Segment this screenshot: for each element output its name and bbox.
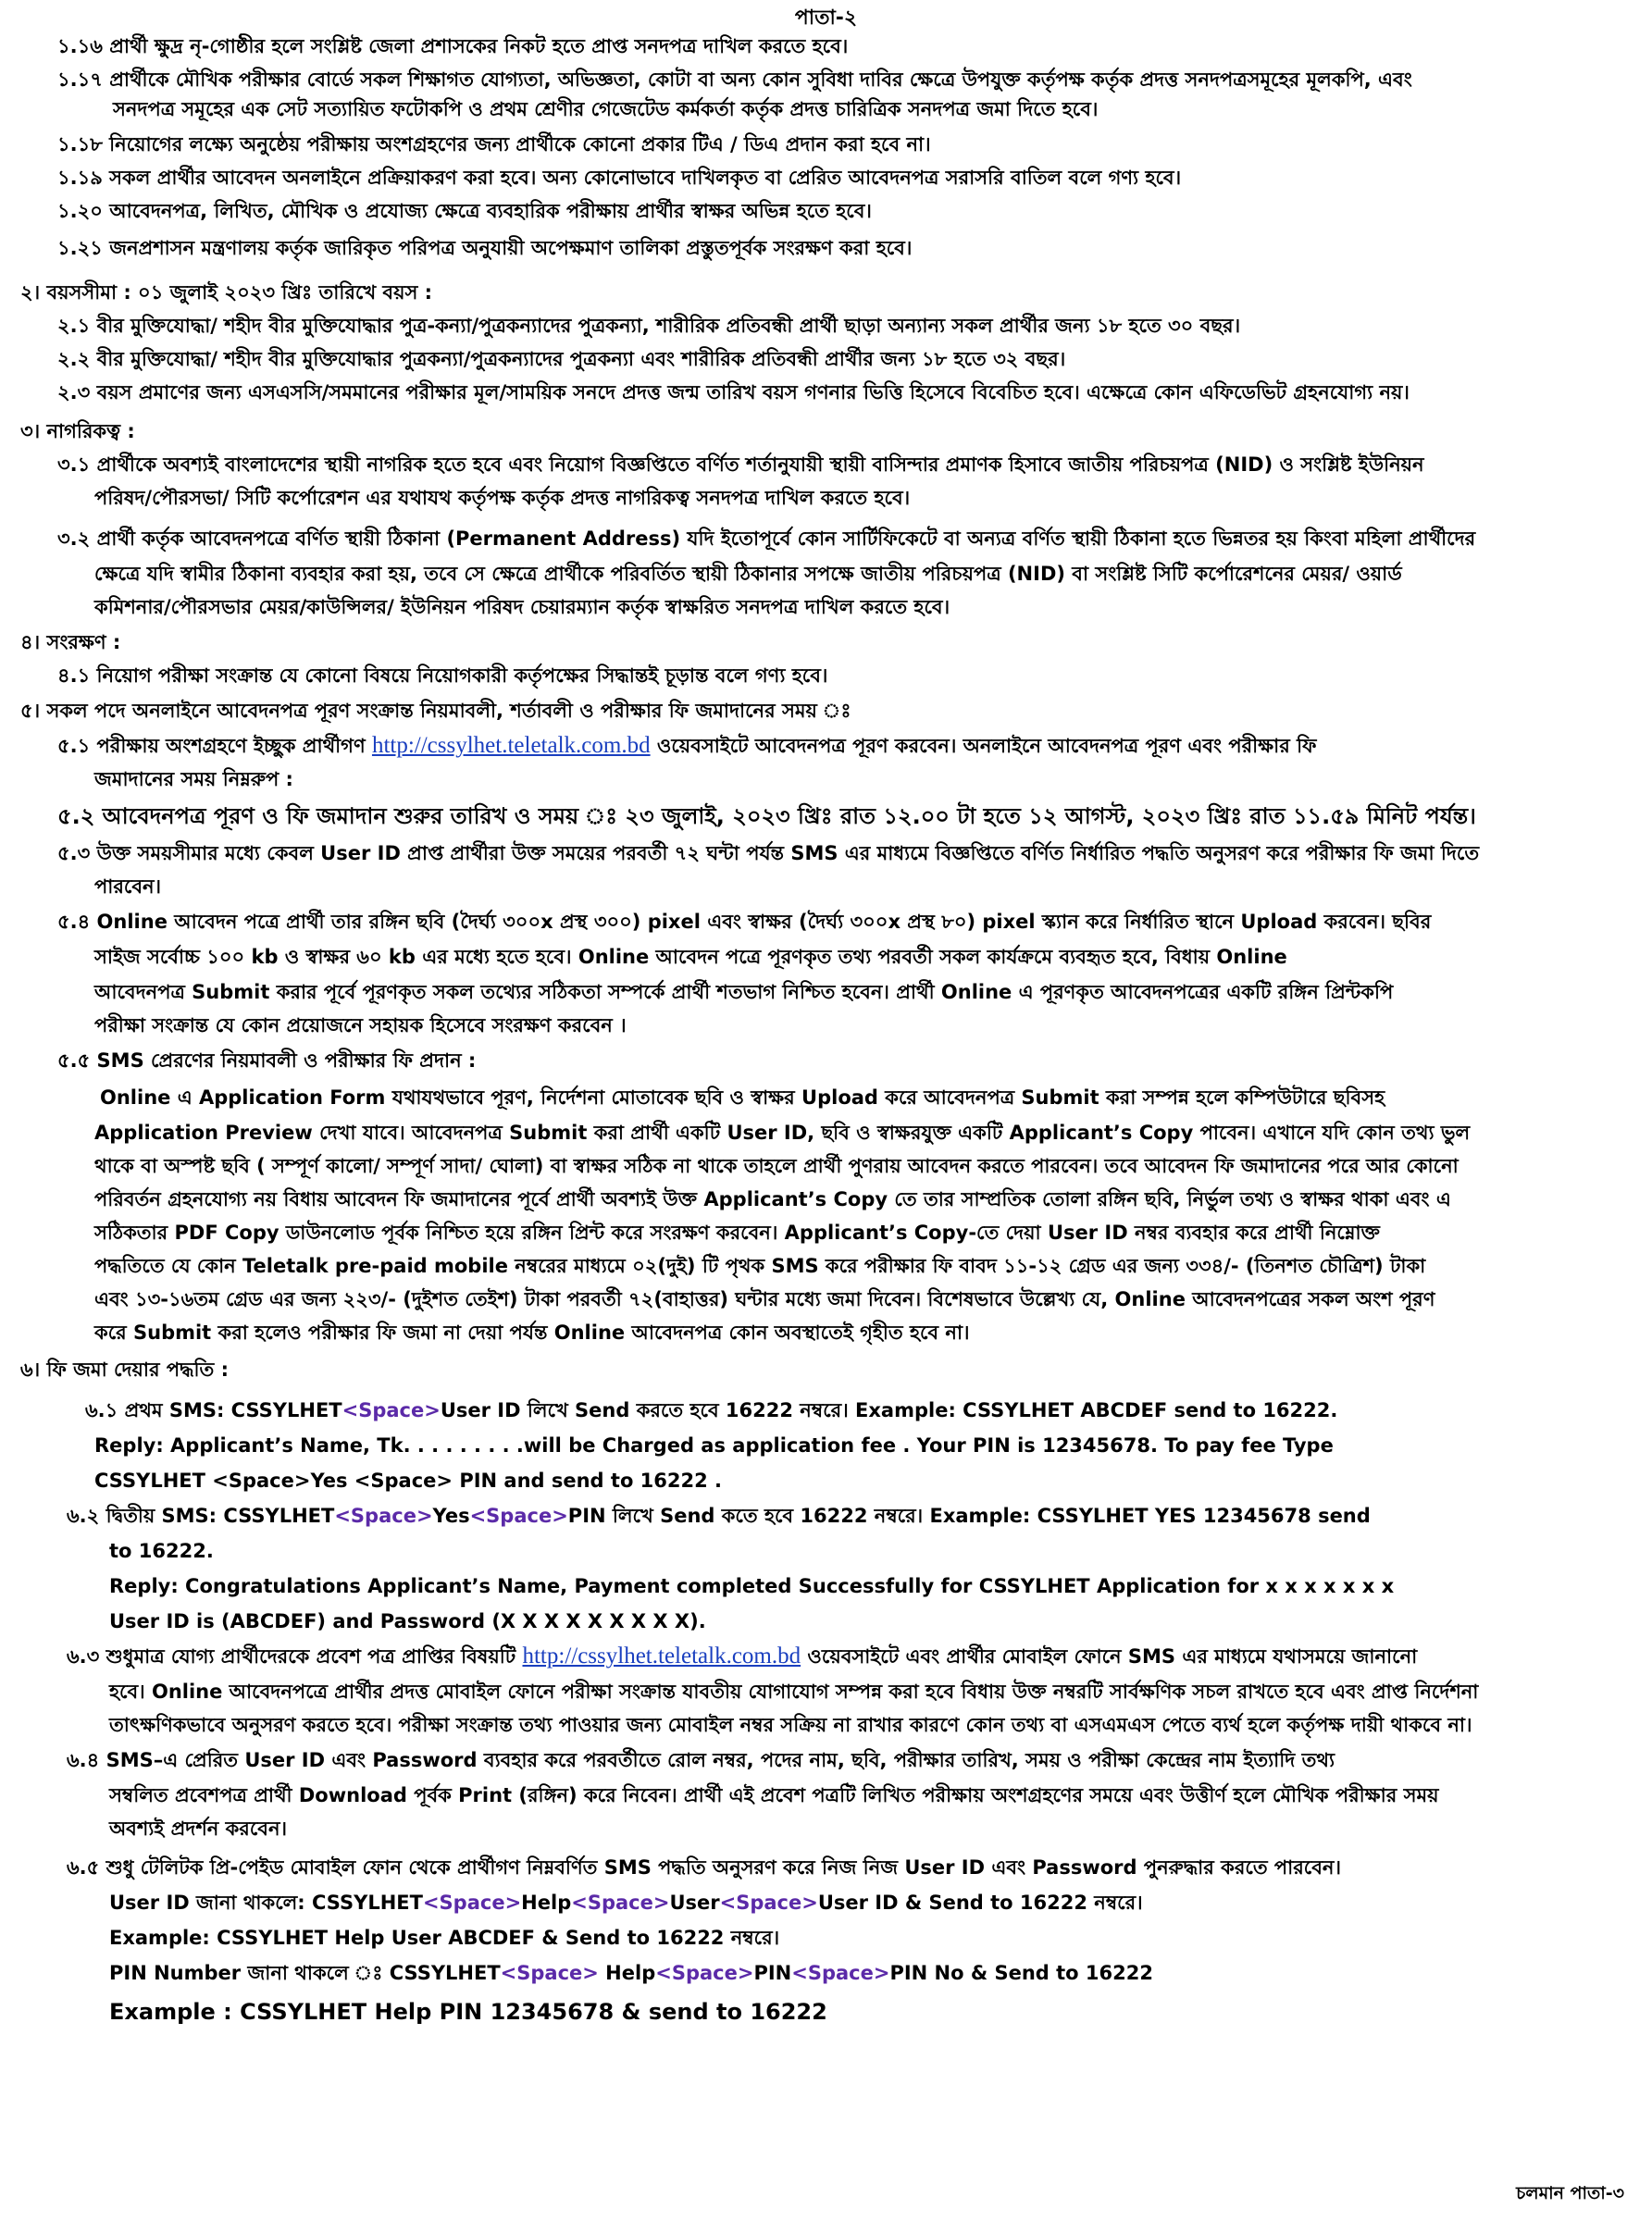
user-id-prefix: User ID জানা থাকলে: CSSYLHET <box>109 1892 423 1914</box>
clause-6-3-line-3: তাৎক্ষণিকভাবে অনুসরণ করতে হবে। পরীক্ষা সংক্রান্ত তথ্য পাওয়ার জন্য মোবাইল নম্বর সক্রিয় না রাখার কারণে কোন তথ্য বা এসএমএস পেতে ব্যর্থ হলে কর্তৃপক্ষ দায়ী থাকবে না। <box>109 1714 1472 1736</box>
space-token: <Space> <box>334 1505 433 1527</box>
user-word: User <box>669 1892 720 1914</box>
space-token: <Space> <box>571 1892 670 1914</box>
clause-5-1-line-1 <box>57 733 1316 759</box>
clause-1-16: ১.১৬ প্রার্থী ক্ষুদ্র নৃ-গোষ্ঠীর হলে সংশ্লিষ্ট জেলা প্রশাসকের নিকট হতে প্রাপ্ত সনদপত্র দাখিল করতে হবে। <box>57 35 849 57</box>
clause-6-1-prefix: ৬.১ প্রথম SMS: CSSYLHET <box>85 1399 342 1421</box>
clause-1-19: ১.১৯ সকল প্রার্থীর আবেদন অনলাইনে প্রক্রিয়াকরণ করা হবে। অন্য কোনোভাবে দাখিলকৃত বা প্রেরিত আবেদনপত্র সরাসরি বাতিল বলে গণ্য হবে। <box>57 167 1182 189</box>
clause-5-5-line-5: সঠিকতার PDF Copy ডাউনলোড পূর্বক নিশ্চিত হয়ে রঙ্গিন প্রিন্ট করে সংরক্ষণ করবেন। Applicant’s Copy-তে দেয়া User ID নম্বর ব্যবহার করে প্রার্থী নিম্নোক্ত <box>94 1222 1380 1244</box>
clause-6-2-suffix: PIN লিখে Send কতে হবে 16222 নম্বরে। Example: CSSYLHET YES 12345678 send <box>567 1505 1371 1527</box>
clause-5-5-line-7: এবং ১৩-১৬তম গ্রেড এর জন্য ২২৩/- (দুইশত তেইশ) টাকা পরবর্তী ৭২(বাহাত্তর) ঘন্টার মধ্যে জমা দিবেন। বিশেষভাবে উল্লেখ্য যে, Online আবেদনপত্রের সকল অংশ পূরণ <box>94 1288 1435 1310</box>
clause-5-4-line-2: সাইজ সর্বোচ্চ ১০০ kb ও স্বাক্ষর ৬০ kb এর মধ্যে হতে হবে। Online আবেদন পত্রে পূরণকৃত তথ্য পরবর্তী সকল কার্যক্রমে ব্যবহৃত হবে, বিধায় Online <box>94 946 1287 968</box>
pin-word: PIN <box>753 1962 792 1984</box>
section-5-heading: ৫। সকল পদে অনলাইনে আবেদনপত্র পূরণ সংক্রান্ত নিয়মাবলী, শর্তাবলী ও পরীক্ষার ফি জমাদানের সময় ঃ <box>20 700 851 722</box>
clause-5-5-line-4: পরিবর্তন গ্রহনযোগ্য নয় বিধায় আবেদন ফি জমাদানের পূর্বে প্রার্থী অবশ্যই উক্ত Applicant’s Copy তে তার সাম্প্রতিক তোলা রঙ্গিন ছবি, নির্ভুল তথ্য ও স্বাক্ষর থাকা এবং এ <box>94 1188 1451 1210</box>
clause-5-5-line-2: Application Preview দেখা যাবে। আবেদনপত্র Submit করা প্রার্থী একটি User ID, ছবি ও স্বাক্ষরযুক্ত একটি Applicant’s Copy পাবেন। এখানে যদি কোন তথ্য ভুল <box>94 1122 1471 1144</box>
clause-6-5-pin <box>109 1960 1153 1986</box>
clause-6-4-line-2: সম্বলিত প্রবেশপত্র প্রার্থী Download পূর্বক Print (রঙ্গিন) করে নিবেন। প্রার্থী এই প্রবেশ পত্রটি লিখিত পরীক্ষায় অংশগ্রহণের সময়ে এবং উত্তীর্ণ হলে মৌখিক পরীক্ষার সময় <box>109 1784 1439 1806</box>
clause-6-2 <box>67 1503 1371 1529</box>
page-header: পাতা-২ <box>794 6 858 30</box>
clause-6-2-line-2: to 16222. <box>109 1540 214 1562</box>
clause-2-3: ২.৩ বয়স প্রমাণের জন্য এসএসসি/সমমানের পরীক্ষার মূল/সাময়িক সনদে প্রদত্ত জন্ম তারিখ বয়স গণনার ভিত্তি হিসেবে বিবেচিত হবে। এক্ষেত্রে কোন এফিডেভিট গ্রহনযোগ্য নয়। <box>57 381 1410 403</box>
help-word: Help <box>598 1962 656 1984</box>
space-token: <Space> <box>469 1505 568 1527</box>
clause-1-21: ১.২১ জনপ্রশাসন মন্ত্রণালয় কর্তৃক জারিকৃত পরিপত্র অনুযায়ী অপেক্ষমাণ তালিকা প্রস্তুতপূর্বক সংরক্ষণ করা হবে। <box>57 237 913 259</box>
help-word: Help <box>521 1892 572 1914</box>
teletalk-link[interactable]: http://cssylhet.teletalk.com.bd <box>522 1644 801 1669</box>
clause-6-1-suffix: User ID লিখে Send করতে হবে 16222 নম্বরে। Example: CSSYLHET ABCDEF send to 16222. <box>440 1399 1338 1421</box>
clause-3-2-line-2: ক্ষেত্রে যদি স্বামীর ঠিকানা ব্যবহার করা হয়, তবে সে ক্ষেত্রে প্রার্থীকে পরিবর্তিত স্থায়ী ঠিকানার সপক্ষে জাতীয় পরিচয়পত্র (NID) বা সংশ্লিষ্ট সিটি কর্পোরেশনের মেয়র/ ওয়ার্ড <box>94 563 1402 585</box>
continued-footer: চলমান পাতা-৩ <box>1516 2183 1624 2203</box>
clause-5-5-heading: ৫.৫ SMS প্রেরণের নিয়মাবলী ও পরীক্ষার ফি প্রদান : <box>57 1049 477 1072</box>
clause-3-1-line-1: ৩.১ প্রার্থীকে অবশ্যই বাংলাদেশের স্থায়ী নাগরিক হতে হবে এবং নিয়োগ বিজ্ঞপ্তিতে বর্ণিত শর্তানুযায়ী স্থায়ী বাসিন্দার প্রমাণক হিসাবে জাতীয় পরিচয়পত্র (NID) ও সংশ্লিষ্ট ইউনিয়ন <box>57 453 1424 476</box>
section-2-heading: ২। বয়সসীমা : ০১ জুলাই ২০২৩ খ্রিঃ তারিখে বয়স : <box>20 281 433 304</box>
clause-5-5-line-8: করে Submit করা হলেও পরীক্ষার ফি জমা না দেয়া পর্যন্ত Online আবেদনপত্র কোন অবস্থাতেই গৃহীত হবে না। <box>94 1321 970 1344</box>
space-token: <Space> <box>500 1962 599 1984</box>
teletalk-link[interactable]: http://cssylhet.teletalk.com.bd <box>371 733 651 758</box>
pin-prefix: PIN Number জানা থাকলে ঃ CSSYLHET <box>109 1962 501 1984</box>
clause-6-3-line-2: হবে। Online আবেদনপত্রে প্রার্থীর প্রদত্ত মোবাইল ফোনে পরীক্ষা সংক্রান্ত যাবতীয় যোগাযোগ সম্পন্ন করা হবে বিধায় উক্ত নম্বরটি সার্বক্ষণিক সচল রাখতে হবে এবং প্রাপ্ত নির্দেশনা <box>109 1681 1479 1703</box>
section-4-heading: ৪। সংরক্ষণ : <box>20 631 121 653</box>
clause-5-4-line-4: পরীক্ষা সংক্রান্ত যে কোন প্রয়োজনে সহায়ক হিসেবে সংরক্ষণ করবেন । <box>94 1014 627 1036</box>
section-6-heading: ৬। ফি জমা দেয়ার পদ্ধতি : <box>20 1359 229 1381</box>
clause-1-20: ১.২০ আবেদনপত্র, লিখিত, মৌখিক ও প্রযোজ্য ক্ষেত্রে ব্যবহারিক পরীক্ষায় প্রার্থীর স্বাক্ষর অভিন্ন হতে হবে। <box>57 200 872 222</box>
clause-1-17-line-2: সনদপত্র সমূহের এক সেট সত্যায়িত ফটোকপি ও প্রথম শ্রেণীর গেজেটেড কর্মকর্তা কর্তৃক প্রদত্ত চারিত্রিক সনদপত্র জমা দিতে হবে। <box>113 98 1099 120</box>
clause-4-1: ৪.১ নিয়োগ পরীক্ষা সংক্রান্ত যে কোনো বিষয়ে নিয়োগকারী কর্তৃপক্ষের সিদ্ধান্তই চূড়ান্ত বলে গণ্য হবে। <box>57 664 828 687</box>
clause-6-3-line-1 <box>67 1644 1417 1669</box>
clause-2-1: ২.১ বীর মুক্তিযোদ্ধা/ শহীদ বীর মুক্তিযোদ্ধার পুত্র-কন্যা/পুত্রকন্যাদের পুত্রকন্যা, শারীরিক প্রতিবন্ধী প্রার্থী ছাড়া অন্যান্য সকল প্রার্থীর জন্য ১৮ হতে ৩০ বছর। <box>57 315 1241 337</box>
clause-6-1 <box>85 1397 1337 1423</box>
clause-3-1-line-2: পরিষদ/পৌরসভা/ সিটি কর্পোরেশন এর যথাযথ কর্তৃপক্ষ কর্তৃক প্রদত্ত নাগরিকত্ব সনদপত্র দাখিল করতে হবে। <box>94 487 911 509</box>
clause-5-2: ৫.২ আবেদনপত্র পূরণ ও ফি জমাদান শুরুর তারিখ ও সময় ঃ ২৩ জুলাই, ২০২৩ খ্রিঃ রাত ১২.০০ টা হতে ১২ আগস্ট, ২০২৩ খ্রিঃ রাত ১১.৫৯ মিনিট পর্যন্ত। <box>57 803 1476 829</box>
clause-5-4-line-3: আবেদনপত্র Submit করার পূর্বে পূরণকৃত সকল তথ্যের সঠিকতা সম্পর্কে প্রার্থী শতভাগ নিশ্চিত হবেন। প্রার্থী Online এ পূরণকৃত আবেদনপত্রের একটি রঙ্গিন প্রিন্টকপি <box>94 981 1394 1003</box>
space-token: <Space> <box>791 1962 890 1984</box>
clause-5-5-line-1: Online এ Application Form যথাযথভাবে পূরণ, নির্দেশনা মোতাবেক ছবি ও স্বাক্ষর Upload করে আবেদনপত্র Submit করা সম্পন্ন হলে কম্পিউটারে ছবিসহ <box>100 1086 1385 1109</box>
space-token: <Space> <box>719 1892 818 1914</box>
clause-5-1-suffix: ওয়েবসাইটে আবেদনপত্র পূরণ করবেন। অনলাইনে আবেদনপত্র পূরণ এবং পরীক্ষার ফি <box>650 735 1317 757</box>
clause-5-4-line-1: ৫.৪ Online আবেদন পত্রে প্রার্থী তার রঙ্গিন ছবি (দৈর্ঘ্য ৩০০x প্রস্থ ৩০০) pixel এবং স্বাক্ষর (দৈর্ঘ্য ৩০০x প্রস্থ ৮০) pixel স্ক্যান করে নির্ধারিত স্থানে Upload করবেন। ছবির <box>57 911 1432 933</box>
clause-6-2-prefix: ৬.২ দ্বিতীয় SMS: CSSYLHET <box>67 1505 335 1527</box>
clause-1-17-line-1: ১.১৭ প্রার্থীকে মৌখিক পরীক্ষার বোর্ডে সকল শিক্ষাগত যোগ্যতা, অভিজ্ঞতা, কোটা বা অন্য কোন সুবিধা দাবির ক্ষেত্রে উপযুক্ত কর্তৃপক্ষ কর্তৃক প্রদত্ত সনদপত্রসমূহের মূলকপি, এবং <box>57 68 1412 91</box>
pin-suffix: PIN No & Send to 16222 <box>889 1962 1153 1984</box>
section-3-heading: ৩। নাগরিকত্ব : <box>20 420 135 442</box>
clause-5-1-prefix: ৫.১ পরীক্ষায় অংশগ্রহণে ইচ্ছুক প্রার্থীগণ <box>57 735 372 757</box>
clause-6-4-line-3: অবশ্যই প্রদর্শন করবেন। <box>109 1818 288 1840</box>
clause-5-3-line-2: পারবেন। <box>94 875 162 898</box>
clause-6-3-prefix: ৬.৩ শুধুমাত্র যোগ্য প্রার্থীদেরকে প্রবেশ পত্র প্রাপ্তির বিষয়টি <box>67 1645 523 1668</box>
clause-6-2-yes: Yes <box>432 1505 470 1527</box>
clause-6-2-reply-1: Reply: Congratulations Applicant’s Name, Payment completed Successfully for CSSYLHET Application for x x x x x x x <box>109 1575 1395 1597</box>
clause-6-5: ৬.৫ শুধু টেলিটক প্রি-পেইড মোবাইল ফোন থেকে প্রার্থীগণ নিম্নবর্ণিত SMS পদ্ধতি অনুসরণ করে নিজ নিজ User ID এবং Password পুনরুদ্ধার করতে পারবেন। <box>67 1856 1341 1879</box>
clause-6-2-reply-2: User ID is (ABCDEF) and Password (X X X X X X X X X). <box>109 1610 706 1632</box>
clause-3-2-line-3: কমিশনার/পৌরসভার মেয়র/কাউন্সিলর/ ইউনিয়ন পরিষদ চেয়ারম্যান কর্তৃক স্বাক্ষরিত সনদপত্র দাখিল করতে হবে। <box>94 596 950 618</box>
clause-6-3-suffix: ওয়েবসাইটে এবং প্রার্থীর মোবাইল ফোনে SMS এর মাধ্যমে যথাসময়ে জানানো <box>801 1645 1418 1668</box>
clause-5-3-line-1: ৫.৩ উক্ত সময়সীমার মধ্যে কেবল User ID প্রাপ্ত প্রার্থীরা উক্ত সময়ের পরবর্তী ৭২ ঘন্টা পর্যন্ত SMS এর মাধ্যমে বিজ্ঞপ্তিতে বর্ণিত নির্ধারিত পদ্ধতি অনুসরণ করে পরীক্ষার ফি জমা দিতে <box>57 842 1480 864</box>
space-token: <Space> <box>342 1399 441 1421</box>
clause-6-5-example-2: Example : CSSYLHET Help PIN 12345678 & send to 16222 <box>109 1999 827 2025</box>
clause-5-5-line-6: পদ্ধতিতে যে কোন Teletalk pre-paid mobile নম্বরের মাধ্যমে ০২(দুই) টি পৃথক SMS করে পরীক্ষার ফি বাবদ ১১-১২ গ্রেড এর জন্য ৩৩৪/- (তিনশত চৌত্রিশ) টাকা <box>94 1255 1426 1277</box>
clause-1-18: ১.১৮ নিয়োগের লক্ষ্যে অনুষ্ঠেয় পরীক্ষায় অংশগ্রহণের জন্য প্রার্থীকে কোনো প্রকার টিএ / ডিএ প্রদান করা হবে না। <box>57 133 931 155</box>
clause-2-2: ২.২ বীর মুক্তিযোদ্ধা/ শহীদ বীর মুক্তিযোদ্ধার পুত্রকন্যা/পুত্রকন্যাদের পুত্রকন্যা এবং শারীরিক প্রতিবন্ধী প্রার্থীর জন্য ১৮ হতে ৩২ বছর। <box>57 348 1066 370</box>
space-token: <Space> <box>422 1892 522 1914</box>
clause-6-4-line-1: ৬.৪ SMS–এ প্রেরিত User ID এবং Password ব্যবহার করে পরবর্তীতে রোল নম্বর, পদের নাম, ছবি, পরীক্ষার তারিখ, সময় ও পরীক্ষা কেন্দ্রের নাম ইত্যাদি তথ্য <box>67 1749 1335 1771</box>
clause-5-5-line-3: থাকে বা অস্পষ্ট ছবি ( সম্পূর্ণ কালো/ সম্পূর্ণ সাদা/ ঘোলা) বা স্বাক্ষর সঠিক না থাকে তাহলে প্রার্থী পুণরায় আবেদন করতে পারবেন। তবে আবেদন ফি জমাদানের পরে আর কোনো <box>94 1155 1459 1177</box>
clause-6-1-reply-1: Reply: Applicant’s Name, Tk. . . . . . . . .will be Charged as application fee . Your PIN is 12345678. To pay fee Type <box>94 1434 1334 1457</box>
clause-5-1-line-2: জমাদানের সময় নিম্নরুপ : <box>94 768 293 790</box>
clause-6-5-user-id <box>109 1890 1143 1916</box>
clause-3-2-line-1: ৩.২ প্রার্থী কর্তৃক আবেদনপত্রে বর্ণিত স্থায়ী ঠিকানা (Permanent Address) যদি ইতোপূর্বে কোন সার্টিফিকেটে বা অন্যত্র বর্ণিত স্থায়ী ঠিকানা হতে ভিন্নতর হয় কিংবা মহিলা প্রার্থীদের <box>57 527 1476 550</box>
space-token: <Space> <box>655 1962 754 1984</box>
clause-6-1-reply-2: CSSYLHET <Space>Yes <Space> PIN and send to 16222 . <box>94 1470 723 1492</box>
clause-6-5-example-1: Example: CSSYLHET Help User ABCDEF & Send to 16222 নম্বরে। <box>109 1927 780 1949</box>
user-id-suffix: User ID & Send to 16222 নম্বরে। <box>817 1892 1143 1914</box>
